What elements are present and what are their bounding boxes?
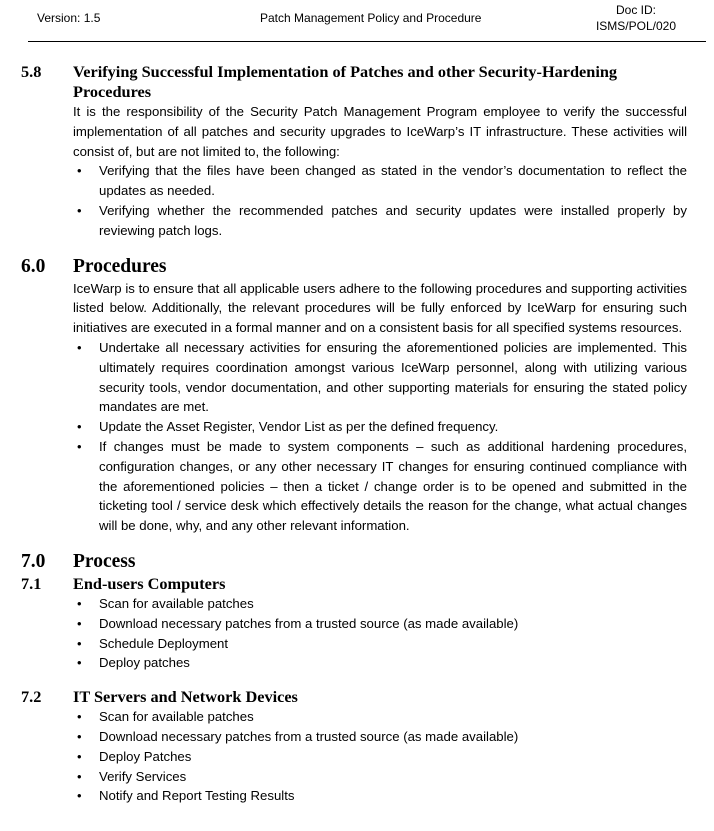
bullet-icon: • xyxy=(77,438,82,454)
bullet-icon: • xyxy=(77,728,82,744)
section-number: 7.2 xyxy=(21,687,42,707)
section-title: IT Servers and Network Devices xyxy=(73,687,298,707)
section-title: Procedures xyxy=(73,255,167,277)
doc-id-value: ISMS/POL/020 xyxy=(595,19,677,33)
bullet-icon: • xyxy=(77,163,82,179)
section-number: 5.8 xyxy=(21,62,42,81)
list-item: • Update the Asset Register, Vendor List as per the defined frequency. xyxy=(99,417,687,437)
list-item: • If changes must be made to system components – such as additional hardening procedures, configuration changes, or any other necessary IT changes for ensuring continued compliance with the aforementioned policies – then a ticket / change order is to be opened and submitted in the ticketing tool / service desk which effectively details the reason for the change, what actual changes will be done, why, and any other relevant information. xyxy=(77,438,687,534)
list-item: • Verify Services xyxy=(99,767,687,787)
bullet-icon: • xyxy=(77,748,82,764)
section-5-8-paragraph: It is the responsibility of the Security Patch Management Program employee to verify the successful implementation of all patches and security upgrades to IceWarp’s IT infrastructure. These activities will consist of, but are not limited to, the following: xyxy=(73,104,687,159)
list-item: • Download necessary patches from a trusted source (as made available) xyxy=(99,727,687,747)
doc-id xyxy=(588,2,684,34)
section-title: Verifying Successful Implementation of Patches and other Security-Hardening Procedures xyxy=(73,62,618,101)
section-6-0-paragraph: IceWarp is to ensure that all applicable users adhere to the following procedures and supporting activities listed below. Additionally, the relevant procedures will be fully enforced by IceWarp for ensuring such initiatives are executed in a formal manner and on a consistent basis for all specified systems resources. xyxy=(73,280,687,336)
list-item: • Download necessary patches from a trusted source (as made available) xyxy=(99,614,687,634)
section-7-2-bullets xyxy=(0,707,714,806)
section-7-1-bullets xyxy=(0,594,714,673)
bullet-icon: • xyxy=(77,709,82,725)
list-item: • Verifying whether the recommended patches and security updates were installed properly by reviewing patch logs. xyxy=(77,202,687,238)
bullet-icon: • xyxy=(77,768,82,784)
doc-id-label: Doc ID: xyxy=(615,3,656,17)
section-number: 6.0 xyxy=(21,255,46,277)
list-item: • Deploy patches xyxy=(99,653,687,673)
section-5-8-bullets xyxy=(0,161,714,240)
section-number: 7.1 xyxy=(21,573,42,593)
bullet-icon: • xyxy=(77,655,82,671)
section-7-0-heading xyxy=(0,550,714,574)
bullet-icon: • xyxy=(77,788,82,804)
document-title: Patch Management Policy and Procedure xyxy=(260,11,482,25)
section-7-1-heading xyxy=(0,574,714,594)
section-title: Process xyxy=(73,550,136,572)
list-item: • Schedule Deployment xyxy=(99,634,687,654)
bullet-icon: • xyxy=(77,202,82,218)
section-number: 7.0 xyxy=(21,550,46,572)
list-item: • Notify and Report Testing Results xyxy=(99,786,687,806)
section-6-0-bullets xyxy=(0,338,714,536)
document-body xyxy=(0,62,714,806)
bullet-icon: • xyxy=(77,615,82,631)
section-title: End-users Computers xyxy=(73,573,226,593)
bullet-icon: • xyxy=(77,595,82,611)
list-item: • Scan for available patches xyxy=(99,594,687,614)
bullet-icon: • xyxy=(77,635,82,651)
list-item: • Verifying that the files have been changed as stated in the vendor’s documentation to reflect the updates as needed. xyxy=(77,163,687,199)
version-label: Version: 1.5 xyxy=(37,11,101,25)
list-item: • Undertake all necessary activities for ensuring the aforementioned policies are implemented. This ultimately requires coordination amongst various IceWarp personnel, along with utilizing various security tools, vendor documentation, and other supporting materials for ensuring the stated policy mandates are met. xyxy=(77,339,687,415)
section-7-2-heading xyxy=(0,687,714,707)
bullet-icon: • xyxy=(77,419,82,435)
section-6-0-heading xyxy=(0,255,714,279)
list-item: • Scan for available patches xyxy=(99,707,687,727)
header-divider xyxy=(28,41,706,42)
section-5-8-heading xyxy=(0,62,714,102)
list-item: • Deploy Patches xyxy=(99,747,687,767)
bullet-icon: • xyxy=(77,339,82,355)
page-header xyxy=(0,0,714,42)
